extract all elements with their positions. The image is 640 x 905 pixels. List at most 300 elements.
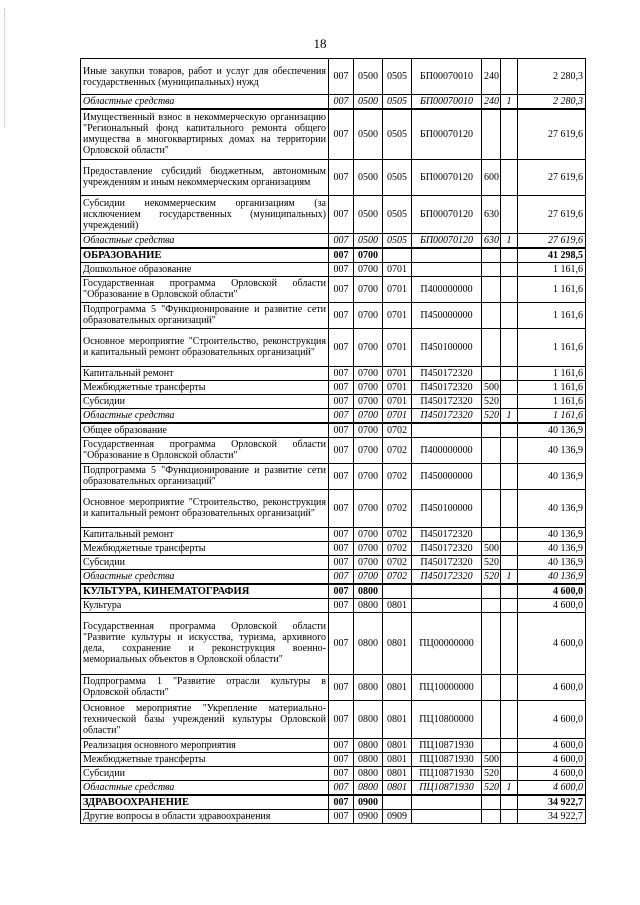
row-section-code: 0700 [354,262,383,276]
row-expense-type [482,795,501,810]
row-source-code: 1 [501,233,518,248]
row-amount: 1 161,6 [518,262,586,276]
row-ved-code: 007 [329,795,354,810]
row-name: Субсидии [81,555,329,569]
row-target-code: БП00070120 [412,195,482,233]
row-expense-type: 240 [482,95,501,110]
row-target-code: ПЦ10871930 [412,766,482,780]
row-expense-type [482,437,501,463]
row-expense-type [482,328,501,366]
row-name: Межбюджетные трансферты [81,541,329,555]
row-target-code: П400000000 [412,437,482,463]
table-row [81,302,586,328]
row-target-code [412,809,482,823]
table-row [81,195,586,233]
row-source-code: 1 [501,569,518,584]
row-section-code: 0700 [354,569,383,584]
row-amount: 4 600,0 [518,700,586,738]
row-target-code [412,584,482,599]
section-row [81,584,586,599]
row-name: Межбюджетные трансферты [81,380,329,394]
row-expense-type [482,584,501,599]
row-name: Государственная программа Орловской области "Образование в Орловской области" [81,276,329,302]
row-ved-code: 007 [329,59,354,95]
row-subsection-code: 0701 [383,262,412,276]
row-section-code: 0800 [354,738,383,752]
row-expense-type: 630 [482,233,501,248]
row-section-code: 0800 [354,752,383,766]
row-expense-type [482,489,501,527]
row-expense-type [482,302,501,328]
row-name: Имущественный взнос в некоммерческую организацию "Региональный фонд капитального ремонта общего имущества в многоквартирных домах на территории Орловской области" [81,109,329,159]
row-ved-code: 007 [329,541,354,555]
table-row [81,541,586,555]
row-subsection-code: 0701 [383,276,412,302]
row-section-code: 0500 [354,95,383,110]
row-source-code [501,752,518,766]
row-subsection-code: 0505 [383,59,412,95]
row-name: Капитальный ремонт [81,527,329,541]
row-ved-code: 007 [329,302,354,328]
row-target-code [412,262,482,276]
row-name: Капитальный ремонт [81,366,329,380]
row-section-code: 0500 [354,59,383,95]
row-target-code: ПЦ10871930 [412,752,482,766]
row-ved-code: 007 [329,233,354,248]
row-expense-type [482,276,501,302]
row-amount: 40 136,9 [518,527,586,541]
row-section-code: 0800 [354,766,383,780]
row-source-code [501,195,518,233]
row-ved-code: 007 [329,109,354,159]
row-section-code: 0700 [354,423,383,438]
row-name: Областные средства [81,95,329,110]
table-row [81,59,586,95]
row-name: Подпрограмма 1 "Развитие отрасли культуры в Орловской области" [81,674,329,700]
row-ved-code: 007 [329,752,354,766]
row-subsection-code: 0701 [383,366,412,380]
row-name: Другие вопросы в области здравоохранения [81,809,329,823]
row-subsection-code: 0505 [383,233,412,248]
row-source-code [501,795,518,810]
row-ved-code: 007 [329,159,354,195]
row-target-code: ПЦ10871930 [412,780,482,795]
row-target-code: П450172320 [412,527,482,541]
row-amount: 40 136,9 [518,463,586,489]
row-name: Культура [81,598,329,612]
row-ved-code: 007 [329,527,354,541]
row-section-code: 0500 [354,109,383,159]
row-section-code: 0700 [354,489,383,527]
row-ved-code: 007 [329,700,354,738]
row-expense-type: 520 [482,766,501,780]
row-subsection-code: 0505 [383,195,412,233]
row-name: Областные средства [81,569,329,584]
row-target-code: П450172320 [412,394,482,408]
row-section-code: 0800 [354,612,383,674]
row-target-code: П450000000 [412,302,482,328]
row-expense-type: 520 [482,780,501,795]
page-number: 18 [313,36,327,51]
row-name: ЗДРАВООХРАНЕНИЕ [81,795,329,810]
regional-funds-row [81,408,586,423]
row-source-code [501,302,518,328]
table-row [81,394,586,408]
table-row [81,463,586,489]
row-subsection-code: 0801 [383,766,412,780]
row-source-code [501,248,518,263]
row-ved-code: 007 [329,262,354,276]
row-amount: 34 922,7 [518,809,586,823]
table-row [81,109,586,159]
row-source-code [501,527,518,541]
row-source-code: 1 [501,95,518,110]
row-source-code [501,674,518,700]
row-section-code: 0700 [354,555,383,569]
row-expense-type: 520 [482,394,501,408]
row-name: Предоставление субсидий бюджетным, автономным учреждениям и иным некоммерческим организациям [81,159,329,195]
row-source-code [501,612,518,674]
row-amount: 1 161,6 [518,408,586,423]
row-amount: 2 280,3 [518,95,586,110]
row-source-code [501,541,518,555]
row-subsection-code: 0702 [383,555,412,569]
row-subsection-code: 0909 [383,809,412,823]
row-amount: 40 136,9 [518,423,586,438]
row-source-code [501,380,518,394]
row-amount: 1 161,6 [518,366,586,380]
row-source-code [501,766,518,780]
row-name: Подпрограмма 5 "Функционирование и развитие сети образовательных организаций" [81,302,329,328]
row-target-code: П450100000 [412,489,482,527]
row-ved-code: 007 [329,408,354,423]
row-expense-type [482,674,501,700]
row-target-code [412,423,482,438]
table-row [81,700,586,738]
row-name: Основное мероприятие "Строительство, реконструкция и капитальный ремонт образовательных организаций" [81,489,329,527]
row-section-code: 0700 [354,328,383,366]
table-row [81,262,586,276]
row-source-code [501,394,518,408]
row-ved-code: 007 [329,463,354,489]
row-section-code: 0700 [354,394,383,408]
row-expense-type [482,738,501,752]
row-amount: 1 161,6 [518,276,586,302]
row-target-code: БП00070010 [412,59,482,95]
row-ved-code: 007 [329,366,354,380]
row-amount: 4 600,0 [518,766,586,780]
row-target-code: ПЦ10800000 [412,700,482,738]
row-source-code [501,59,518,95]
row-name: Субсидии некоммерческим организациям (за исключением государственных (муниципальных) учреждений) [81,195,329,233]
row-subsection-code: 0801 [383,612,412,674]
row-expense-type [482,109,501,159]
row-subsection-code: 0801 [383,780,412,795]
row-ved-code: 007 [329,380,354,394]
row-amount: 27 619,6 [518,109,586,159]
row-ved-code: 007 [329,584,354,599]
row-section-code: 0800 [354,598,383,612]
row-expense-type [482,700,501,738]
row-ved-code: 007 [329,248,354,263]
row-subsection-code: 0701 [383,408,412,423]
table-row [81,752,586,766]
row-subsection-code: 0801 [383,674,412,700]
row-ved-code: 007 [329,766,354,780]
row-target-code: ПЦ10871930 [412,738,482,752]
row-target-code: ПЦ00000000 [412,612,482,674]
row-subsection-code: 0801 [383,598,412,612]
row-target-code: П450172320 [412,569,482,584]
row-section-code: 0800 [354,674,383,700]
table-row [81,766,586,780]
row-ved-code: 007 [329,423,354,438]
row-amount: 27 619,6 [518,195,586,233]
row-target-code: П450172320 [412,555,482,569]
row-subsection-code: 0702 [383,423,412,438]
row-amount: 40 136,9 [518,555,586,569]
row-name: КУЛЬТУРА, КИНЕМАТОГРАФИЯ [81,584,329,599]
row-name: Областные средства [81,233,329,248]
row-target-code: БП00070120 [412,109,482,159]
row-ved-code: 007 [329,328,354,366]
row-name: Основное мероприятие "Укрепление материально-технической базы учреждений культуры Орловской области" [81,700,329,738]
row-amount: 1 161,6 [518,302,586,328]
row-source-code [501,159,518,195]
table-row [81,738,586,752]
row-ved-code: 007 [329,276,354,302]
row-amount: 1 161,6 [518,394,586,408]
row-subsection-code: 0801 [383,738,412,752]
row-section-code: 0900 [354,795,383,810]
regional-funds-row [81,780,586,795]
row-ved-code: 007 [329,555,354,569]
row-section-code: 0800 [354,780,383,795]
row-subsection-code: 0702 [383,463,412,489]
row-source-code [501,328,518,366]
row-name: Иные закупки товаров, работ и услуг для обеспечения государственных (муниципальных) нужд [81,59,329,95]
row-name: Подпрограмма 5 "Функционирование и развитие сети образовательных организаций" [81,463,329,489]
row-target-code: БП00070120 [412,159,482,195]
row-expense-type: 240 [482,59,501,95]
row-source-code [501,366,518,380]
row-subsection-code: 0702 [383,437,412,463]
row-name: Государственная программа Орловской области "Образование в Орловской области" [81,437,329,463]
table-row [81,598,586,612]
row-subsection-code: 0701 [383,380,412,394]
row-amount: 4 600,0 [518,598,586,612]
row-name: Основное мероприятие "Строительство, реконструкция и капитальный ремонт образовательных организаций" [81,328,329,366]
regional-funds-row [81,95,586,110]
row-amount: 4 600,0 [518,752,586,766]
row-ved-code: 007 [329,195,354,233]
row-target-code: ПЦ10000000 [412,674,482,700]
row-section-code: 0500 [354,233,383,248]
row-section-code: 0700 [354,276,383,302]
row-expense-type [482,612,501,674]
row-target-code: БП00070010 [412,95,482,110]
row-target-code: П450172320 [412,366,482,380]
row-expense-type [482,809,501,823]
row-name: Субсидии [81,394,329,408]
regional-funds-row [81,569,586,584]
row-source-code [501,738,518,752]
row-expense-type [482,366,501,380]
row-ved-code: 007 [329,95,354,110]
row-subsection-code: 0701 [383,328,412,366]
row-source-code [501,809,518,823]
row-ved-code: 007 [329,674,354,700]
row-expense-type [482,463,501,489]
row-source-code [501,489,518,527]
row-target-code: П400000000 [412,276,482,302]
table-row [81,489,586,527]
row-source-code [501,262,518,276]
table-row [81,328,586,366]
row-subsection-code [383,795,412,810]
row-expense-type [482,423,501,438]
row-source-code [501,463,518,489]
row-name: ОБРАЗОВАНИЕ [81,248,329,263]
row-target-code: П450172320 [412,380,482,394]
table-row [81,380,586,394]
row-amount: 41 298,5 [518,248,586,263]
row-expense-type: 520 [482,408,501,423]
row-amount: 40 136,9 [518,437,586,463]
row-subsection-code: 0702 [383,541,412,555]
row-source-code [501,423,518,438]
table-row [81,612,586,674]
row-section-code: 0700 [354,302,383,328]
table-row [81,437,586,463]
regional-funds-row [81,233,586,248]
row-subsection-code: 0505 [383,109,412,159]
row-subsection-code [383,248,412,263]
row-source-code [501,584,518,599]
row-ved-code: 007 [329,437,354,463]
row-expense-type: 520 [482,555,501,569]
row-target-code [412,598,482,612]
row-section-code: 0700 [354,541,383,555]
row-target-code: БП00070120 [412,233,482,248]
row-ved-code: 007 [329,489,354,527]
row-amount: 1 161,6 [518,328,586,366]
row-target-code: П450000000 [412,463,482,489]
row-subsection-code: 0505 [383,95,412,110]
row-expense-type [482,598,501,612]
row-name: Общее образование [81,423,329,438]
row-section-code: 0800 [354,584,383,599]
row-name: Субсидии [81,766,329,780]
row-expense-type [482,248,501,263]
row-name: Областные средства [81,408,329,423]
row-source-code [501,109,518,159]
row-expense-type [482,527,501,541]
row-amount: 34 922,7 [518,795,586,810]
row-expense-type: 500 [482,541,501,555]
row-name: Государственная программа Орловской области "Развитие культуры и искусства, туризма, архивного дела, сохранение и реконструкция военно-мемориальных объектов в Орловской области" [81,612,329,674]
row-target-code [412,248,482,263]
row-expense-type [482,262,501,276]
row-expense-type: 500 [482,380,501,394]
row-name: Областные средства [81,780,329,795]
row-expense-type: 500 [482,752,501,766]
row-ved-code: 007 [329,738,354,752]
row-subsection-code: 0701 [383,394,412,408]
table-row [81,527,586,541]
row-section-code: 0500 [354,159,383,195]
row-expense-type: 630 [482,195,501,233]
table-row [81,674,586,700]
row-target-code: П450172320 [412,408,482,423]
row-ved-code: 007 [329,598,354,612]
row-source-code [501,555,518,569]
row-ved-code: 007 [329,569,354,584]
row-amount: 40 136,9 [518,541,586,555]
table-row [81,159,586,195]
section-row [81,795,586,810]
row-amount: 4 600,0 [518,584,586,599]
row-section-code: 0700 [354,248,383,263]
row-subsection-code: 0801 [383,700,412,738]
row-source-code [501,598,518,612]
table-row [81,366,586,380]
row-subsection-code: 0801 [383,752,412,766]
row-amount: 4 600,0 [518,674,586,700]
row-amount: 4 600,0 [518,612,586,674]
row-subsection-code: 0505 [383,159,412,195]
row-section-code: 0800 [354,700,383,738]
row-target-code: П450172320 [412,541,482,555]
row-amount: 27 619,6 [518,159,586,195]
table-row [81,423,586,438]
row-amount: 4 600,0 [518,780,586,795]
table-row [81,276,586,302]
row-section-code: 0700 [354,408,383,423]
row-amount: 2 280,3 [518,59,586,95]
row-source-code: 1 [501,408,518,423]
row-amount: 4 600,0 [518,738,586,752]
row-name: Дошкольное образование [81,262,329,276]
margin-scan-mark [4,8,13,128]
row-section-code: 0700 [354,527,383,541]
row-expense-type: 520 [482,569,501,584]
row-ved-code: 007 [329,394,354,408]
row-source-code: 1 [501,780,518,795]
row-source-code [501,700,518,738]
row-ved-code: 007 [329,612,354,674]
row-section-code: 0700 [354,366,383,380]
row-section-code: 0500 [354,195,383,233]
row-section-code: 0700 [354,437,383,463]
row-source-code [501,437,518,463]
table-row [81,809,586,823]
row-amount: 40 136,9 [518,569,586,584]
row-ved-code: 007 [329,809,354,823]
section-row [81,248,586,263]
row-section-code: 0900 [354,809,383,823]
row-subsection-code: 0701 [383,302,412,328]
row-name: Реализация основного мероприятия [81,738,329,752]
row-subsection-code: 0702 [383,569,412,584]
table-row [81,555,586,569]
row-expense-type: 600 [482,159,501,195]
row-target-code [412,795,482,810]
row-section-code: 0700 [354,380,383,394]
row-ved-code: 007 [329,780,354,795]
row-amount: 27 619,6 [518,233,586,248]
budget-table [80,58,586,824]
